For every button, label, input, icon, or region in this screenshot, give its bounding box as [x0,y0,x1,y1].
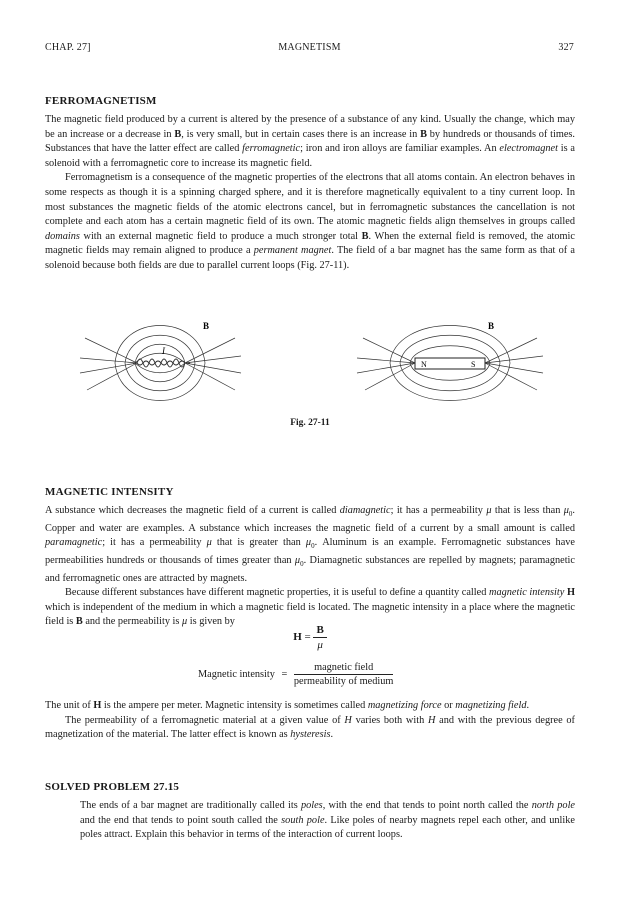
label-B-right: B [488,321,495,331]
problem-statement [80,799,575,843]
equation-words: Magnetic intensity = $\frac{\text{magnetic field}}{\text{permeability of medium}}$ [198,662,394,687]
intensity-body [45,504,575,630]
paragraph: The permeability of a ferromagnetic material at a given value of H varies both with H and with the previous degree of magnetization of the material. The latter effect is known as hysteresis. [45,714,575,741]
field-lines-illustration [45,318,575,413]
section-ferromagnetism [45,95,575,107]
section-heading: MAGNETIC INTENSITY [45,486,174,498]
paragraph: The ends of a bar magnet are traditionally called its poles, with the end that tends to point north called the north pole and the end that tends to point south called the south pole. Like poles of nearby magnets repel each other, and unlike poles attract. Explain this behavior in terms of the interaction of current loops. [80,800,575,841]
equation-h-definition: H = $\frac{B}{\mu}$ [45,624,575,651]
figure-27-11 [45,318,575,433]
paragraph: A substance which decreases the magnetic field of a current is called diamagnetic; it has a permeability μ that is less than $\mu_0$. Copper and water are examples. A substance which increases the magnetic field of a current by a small amount is called paramagnetic; it has a permeability μ that is greater than $\mu_0$. Aluminum is an example. Ferromagnetic substances have permeabilities hundreds or thousands of times greater than $\mu_0$. Diamagnetic substances are repelled by magnets; paramagnetic and ferromagnetic ones are attracted by magnets. [45,505,575,584]
section-heading: SOLVED PROBLEM 27.15 [45,781,180,793]
chapter-label: CHAP. 27] [45,42,91,53]
section-solved-problem [45,781,575,793]
intensity-body-2 [45,699,575,743]
chapter-title: MAGNETISM [278,42,341,53]
section-heading: FERROMAGNETISM [45,95,157,107]
label-south-pole: S [471,360,476,369]
running-header [45,42,574,58]
paragraph: The magnetic field produced by a current is altered by the presence of a substance of any kind. Usually the change, which may be an increase or a decrease in B, is very small, but in certain cases there is an increase in B by hundreds or thousands of times. Substances that have the latter effect are called ferromagnetic; iron and iron alloys are familiar examples. An electromagnet is a solenoid with a ferromagnetic core to increase its magnetic field. [45,114,576,169]
paragraph: The unit of H is the ampere per meter. Magnetic intensity is sometimes called magnetizing force or magnetizing field. [45,700,530,711]
figure-caption: Fig. 27-11 [290,418,330,428]
label-north-pole: N [421,360,427,369]
paragraph: Because different substances have different magnetic properties, it is useful to define a quantity called magnetic intensity H which is independent of the medium in which a magnetic field is located. The magnetic intensity in a place where the magnetic field is B and the permeability is μ is given by [45,587,575,628]
section-magnetic-intensity [45,486,575,498]
page-number: 327 [558,42,574,53]
label-B-left: B [203,321,210,331]
paragraph: Ferromagnetism is a consequence of the magnetic properties of the electrons that all atoms contain. An electron behaves in some respects as though it is a spinning charged sphere, and it is therefore magnetically equivalent to a tiny current loop. In most substances the magnetic fields of the atomic electrons cancel, but in ferromagnetic substances the cancellation is not complete and each atom has a certain magnetic field of its own. The atomic magnetic fields align themselves in groups called domains with an external magnetic field to produce a much stronger total B. When the external field is removed, the atomic magnetic fields may remain aligned to produce a permanent magnet. The field of a bar magnet has the same form as that of a solenoid because both fields are due to parallel current loops (Fig. 27-11). [45,172,575,271]
ferro-body [45,113,575,274]
label-I: I [162,346,165,356]
